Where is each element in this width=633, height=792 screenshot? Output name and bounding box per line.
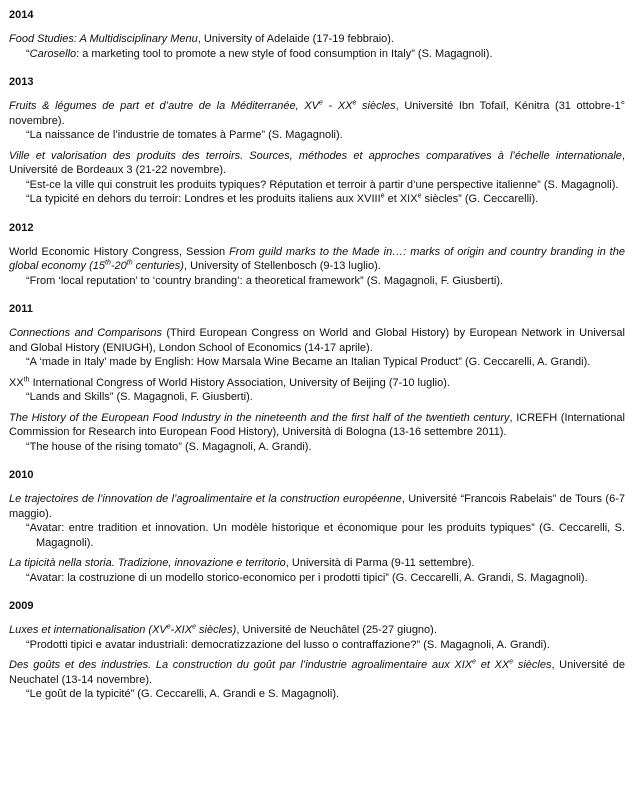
conference-entry <box>9 99 625 143</box>
conference-event <box>9 556 625 571</box>
year-section <box>9 599 625 702</box>
text-run: “From ‘local reputation’ to ‘country branding’: a theoretical framework” (S. Magagnoli, F. Giusberti). <box>26 274 504 287</box>
text-run: “Est-ce la ville qui construit les produits typiques? Réputation et terroir à partir d’une perspective italienne” (S. Magagnoli). <box>26 178 619 191</box>
conference-entry <box>9 658 625 702</box>
text-run: et XIX <box>384 193 418 205</box>
text-run: “ <box>26 47 30 60</box>
conference-event <box>9 658 625 687</box>
year-heading: 2009 <box>9 600 34 612</box>
talk-title <box>26 521 625 550</box>
italic-title: Carosello <box>29 47 77 60</box>
year-heading: 2013 <box>9 76 34 88</box>
italic-title: siècles <box>513 659 552 671</box>
italic-title: Food Studies: A Multidisciplinary Menu <box>9 33 198 45</box>
talk-title <box>26 128 625 143</box>
italic-title: siècles <box>356 100 396 112</box>
text-run: “The house of the rising tomato” (S. Magagnoli, A. Grandi). <box>26 440 312 453</box>
text-run: , Università di Parma (9-11 settembre). <box>285 557 475 569</box>
superscript-text: e <box>166 623 171 631</box>
year-heading: 2014 <box>9 9 34 21</box>
conference-event <box>9 492 625 521</box>
conference-entry <box>9 32 625 61</box>
conference-entry <box>9 245 625 289</box>
italic-title: Le trajectoires de l’innovation de l’agroalimentaire et la construction européenne <box>9 493 402 505</box>
italic-title: siècles) <box>195 624 237 636</box>
text-run: “Avatar: entre tradition et innovation. Un modèle historique et économique pour les produits typiques” (G. Ceccarelli, S. Magagnoli). <box>26 522 625 549</box>
italic-title: -XIX <box>170 624 193 636</box>
italic-title: Ville et valorisation des produits des terroirs. Sources, méthodes et approches comparatives à l’échelle internationale <box>9 149 622 162</box>
superscript: e <box>380 192 385 200</box>
year-heading: 2010 <box>9 469 34 481</box>
italic-title: Des goûts et des industries. La construction du goût par l’industrie agroalimentaire aux XIX <box>9 659 473 671</box>
text-run: : a marketing tool to promote a new style of food consumption in Italy” (S. Magagnoli). <box>76 47 493 60</box>
italic-title: La tipicità nella storia. Tradizione, innovazione e territorio <box>9 557 286 569</box>
talk-title <box>26 638 625 653</box>
year-section <box>9 8 625 61</box>
talk-title <box>26 192 625 207</box>
conference-event <box>9 411 625 440</box>
text-run: , Université de Bordeaux 3 (21-22 novembre). <box>9 149 625 176</box>
superscript: e <box>417 192 422 200</box>
italic-title: Connections and Comparisons <box>9 327 163 339</box>
superscript-text: th <box>126 259 133 267</box>
year-heading: 2012 <box>9 221 34 234</box>
year-section <box>9 221 625 289</box>
text-run: , ICREFH (International Commission for Research into European Food History), Università di Bologna (13-16 settembre 2011). <box>9 411 625 438</box>
text-run: , Université de Neuchâtel (25-27 giugno). <box>236 624 437 636</box>
conference-entry <box>9 411 625 455</box>
conference-event <box>9 326 625 355</box>
text-run: , Université Ibn Tofaïl, Kénitra (31 ottobre-1° novembre). <box>9 100 625 127</box>
text-run: , University of Adelaide (17-19 febbraio). <box>197 33 394 45</box>
text-run: , Université “Francois Rabelais” de Tours (6-7 maggio). <box>9 493 625 520</box>
talk-title <box>26 47 625 62</box>
italic-title: Fruits & légumes de part et d’autre de la Méditerranée, XV <box>9 100 319 112</box>
conference-event <box>9 376 625 391</box>
conference-event <box>9 623 625 638</box>
talk-title <box>26 687 625 702</box>
text-run: “Prodotti tipici e avatar industriali: democratizzazione del lusso o contraffazione?” (S. Magagnoli, A. Grandi). <box>26 638 550 651</box>
text-run: “La typicité en dehors du terroir: Londres et les produits italiens aux XVIII <box>26 193 381 205</box>
talk-title <box>26 440 625 455</box>
text-run: (Third European Congress on World and Global History) by European Network in Universal and Global History (ENIUGH), London School of Economics (14-17 aprile). <box>9 327 625 354</box>
text-run: World Economic History Congress, Session <box>9 245 230 258</box>
superscript-text: e <box>509 658 514 666</box>
italic-title: From guild marks to the Made in…: marks of origin and country branding in the global economy (15 <box>9 245 625 272</box>
superscript-text: e <box>352 99 357 107</box>
conference-event <box>9 99 625 128</box>
superscript-text: th <box>105 259 111 267</box>
year-section <box>9 468 625 585</box>
talk-title <box>26 390 625 405</box>
superscript-text: e <box>192 623 196 631</box>
conference-event <box>9 149 625 178</box>
year-section <box>9 75 625 207</box>
talk-title <box>26 571 625 586</box>
superscript: th <box>23 375 30 383</box>
superscript-text: e <box>319 99 323 107</box>
text-run: “La naissance de l’industrie de tomates à Parme” (S. Magagnoli). <box>26 129 343 141</box>
conference-entry <box>9 492 625 550</box>
text-run: International Congress of World History Association, University of Beijing (7-10 luglio). <box>29 376 450 389</box>
text-run: “Le goût de la typicité” (G. Ceccarelli, A. Grandi e S. Magagnoli). <box>26 688 340 700</box>
conference-event <box>9 245 625 274</box>
year-section <box>9 302 625 454</box>
conference-event <box>9 32 625 47</box>
conference-entry <box>9 556 625 585</box>
year-heading: 2011 <box>9 303 33 315</box>
text-run: XX <box>9 376 24 389</box>
text-run: siècles” (G. Ceccarelli). <box>421 193 539 205</box>
italic-title: - XX <box>322 100 353 112</box>
talk-title <box>26 274 625 289</box>
talk-title <box>26 355 625 370</box>
text-run: , Université de Neuchatel (13-14 novembre). <box>9 659 625 686</box>
text-run: , University of Stellenbosch (9-13 luglio). <box>183 260 381 272</box>
conference-entry <box>9 623 625 652</box>
italic-title: Luxes et internationalisation (XV <box>9 624 167 636</box>
italic-title: et XX <box>476 659 510 671</box>
conference-entry <box>9 149 625 207</box>
conference-entry <box>9 326 625 370</box>
italic-title: -20 <box>110 260 127 272</box>
conference-entry <box>9 376 625 405</box>
text-run: “A ‘made in Italy’ made by English: How Marsala Wine Became an Italian Typical Product” (G. Ceccarelli, A. Grandi). <box>26 356 591 368</box>
text-run: “Lands and Skills” (S. Magagnoli, F. Giusberti). <box>26 391 253 403</box>
superscript-text: e <box>472 658 477 666</box>
text-run: “Avatar: la costruzione di un modello storico-economico per i prodotti tipici” (G. Ceccarelli, A. Grandi, S. Magagnoli). <box>26 571 588 584</box>
talk-title <box>26 178 625 193</box>
italic-title: The History of the European Food Industry in the nineteenth and the first half of the twentieth century <box>9 411 510 424</box>
italic-title: centuries) <box>132 260 184 272</box>
